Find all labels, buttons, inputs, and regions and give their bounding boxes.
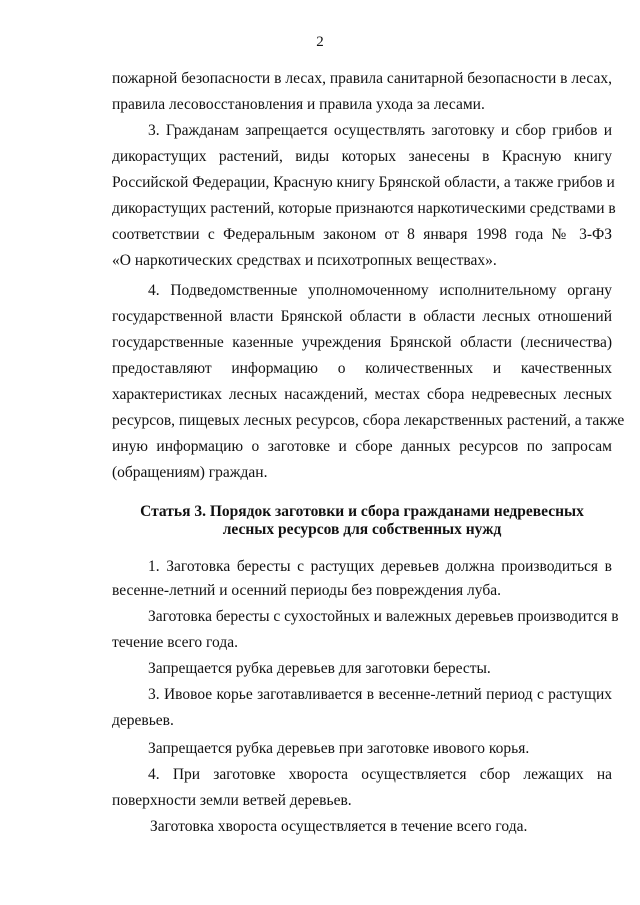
paragraph-2-line-3: Российской Федерации, Красную книгу Брянской области, а также грибов и	[112, 174, 615, 191]
paragraph-2-line-4: дикорастущих растений, которые признаются наркотическими средствами в	[112, 200, 616, 217]
paragraph-3-line-3: государственные казенные учреждения Брянской области (лесничества)	[112, 334, 612, 351]
article-paragraph-4-line-1: 3. Ивовое корье заготавливается в весенне-летний период с растущих	[148, 686, 612, 703]
article-paragraph-5-line-1: Запрещается рубка деревьев при заготовке ивового корья.	[148, 740, 530, 757]
article-paragraph-2-line-2: течение всего года.	[112, 634, 238, 651]
page-number: 2	[316, 34, 324, 50]
paragraph-3-line-2: государственной власти Брянской области в области лесных отношений	[112, 308, 612, 325]
paragraph-3-line-5: характеристиках лесных насаждений, местах сбора недревесных лесных	[112, 386, 612, 403]
article-paragraph-7-line-1: Заготовка хвороста осуществляется в течение всего года.	[150, 818, 528, 835]
article-paragraph-3-line-1: Запрещается рубка деревьев для заготовки бересты.	[148, 660, 491, 677]
article-heading-line-1: Статья 3. Порядок заготовки и сбора гражданами недревесных	[140, 503, 584, 520]
paragraph-3-line-7: иную информацию о заготовке и сборе данных ресурсов по запросам	[112, 438, 612, 455]
paragraph-2-line-6: «О наркотических средствах и психотропных веществах».	[112, 252, 497, 269]
paragraph-3-line-8: (обращениям) граждан.	[112, 464, 268, 481]
article-paragraph-6-line-1: 4. При заготовке хвороста осуществляется сбор лежащих на	[148, 766, 612, 783]
paragraph-3-line-1: 4. Подведомственные уполномоченному исполнительному органу	[148, 282, 612, 299]
paragraph-2-line-1: 3. Гражданам запрещается осуществлять заготовку и сбор грибов и	[148, 122, 612, 139]
article-paragraph-6-line-2: поверхности земли ветвей деревьев.	[112, 792, 352, 809]
paragraph-3-line-4: предоставляют информацию о количественных и качественных	[112, 360, 612, 377]
paragraph-2-line-5: соответствии с Федеральным законом от 8 января 1998 года № 3-ФЗ	[112, 226, 612, 243]
paragraph-1-line-1: пожарной безопасности в лесах, правила санитарной безопасности в лесах,	[112, 70, 612, 87]
paragraph-3-line-6: ресурсов, пищевых лесных ресурсов, сбора лекарственных растений, а также	[112, 412, 625, 429]
paragraph-1-line-2: правила лесовосстановления и правила ухода за лесами.	[112, 96, 485, 113]
article-heading-line-2: лесных ресурсов для собственных нужд	[222, 521, 502, 538]
article-paragraph-1-line-2: весенне-летний и осенний периоды без повреждения луба.	[112, 582, 501, 599]
article-paragraph-1-line-1: 1. Заготовка бересты с растущих деревьев должна производиться в	[148, 558, 612, 575]
article-paragraph-2-line-1: Заготовка бересты с сухостойных и валежных деревьев производится в	[148, 608, 619, 625]
paragraph-2-line-2: дикорастущих растений, виды которых занесены в Красную книгу	[112, 148, 612, 165]
article-paragraph-4-line-2: деревьев.	[112, 712, 174, 729]
